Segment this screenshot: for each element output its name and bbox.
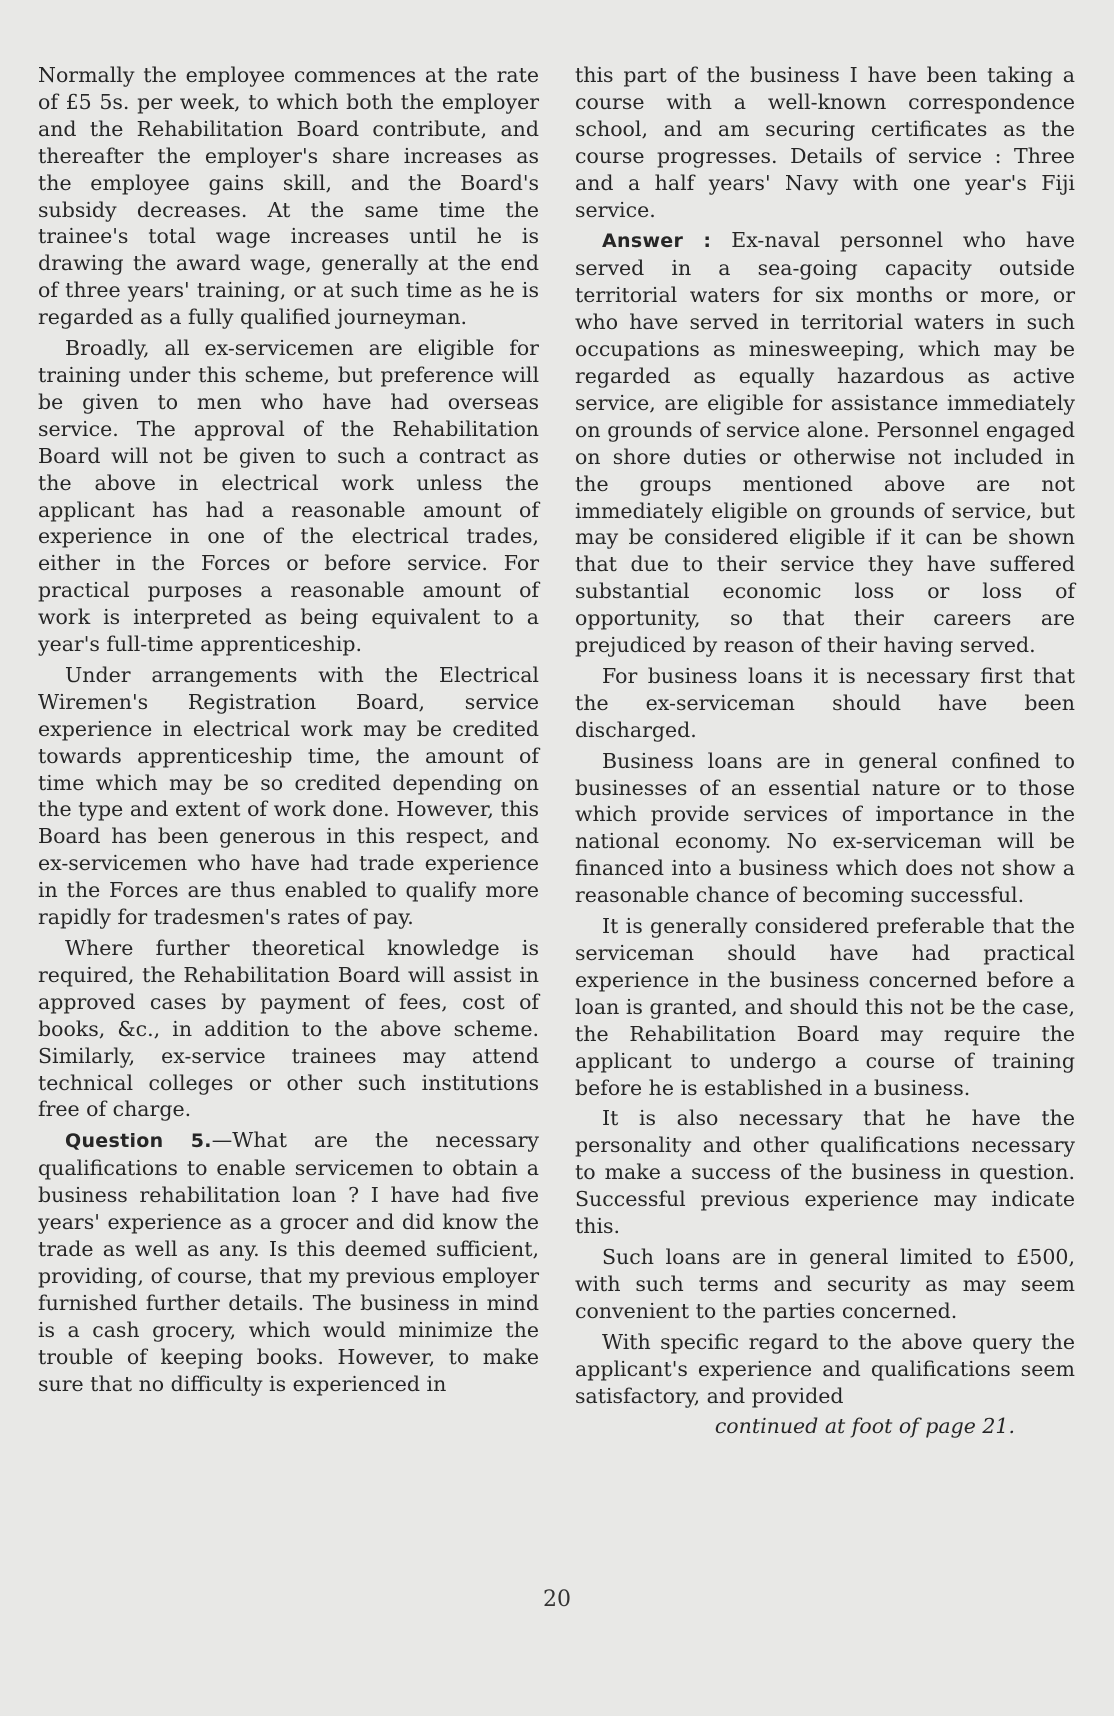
- answer-paragraph: [575, 227, 1075, 659]
- question-paragraph: [38, 1127, 539, 1397]
- right-column: [575, 62, 1075, 1444]
- paragraph: It is also necessary that he have the personality and other qualifications necessary to make a success of the business in question. Successful previous experience may indicate this.: [575, 1106, 1075, 1239]
- paragraph: Such loans are in general limited to £500, with such terms and security as may seem convenient to the parties concerned.: [575, 1244, 1075, 1323]
- paragraph: It is generally considered preferable that the serviceman should have had practical experience in the business concerned before a loan is granted, and should this not be the case, the Rehabilitation Board may require the applicant to undergo a course of training before he is established in a business.: [575, 914, 1075, 1100]
- paragraph: Where further theoretical knowledge is required, the Rehabilitation Board will assist in approved cases by payment of fees, cost of books, &c., in addition to the above scheme. Similarly, ex-service trainees may attend technical colleges or other such institutions free of charge.: [38, 936, 539, 1122]
- answer-text: Ex-naval personnel who have served in a sea-going capacity outside territorial waters for six months or more, or who have served in territorial waters in such occupations as minesweeping, which may be regarded as equally hazardous as active service, are eligible for assistance immediately on grounds of service alone. Personnel engaged on shore duties or otherwise not included in the groups mentioned above are not immediately eligible on grounds of service, but may be considered eligible if it can be shown that due to their service they have suffered substantial economic loss or loss of opportunity, so that their careers are prejudiced by reason of their having served.: [575, 228, 1076, 658]
- paragraph: Normally the employee commences at the rate of £5 5s. per week, to which both the employer and the Rehabilitation Board contribute, and thereafter the employer's share increases as the employee gains skill, and the Board's subsidy decreases. At the same time the trainee's total wage increases until he is drawing the award wage, generally at the end of three years' training, or at such time as he is regarded as a fully qualified journeyman.: [38, 63, 539, 330]
- paragraph: this part of the business I have been taking a course with a well-known correspondence school, and am securing certificates as the course progresses. Details of service : Three and a half years' Navy with one year's Fiji service.: [575, 63, 1075, 222]
- paragraph: Business loans are in general confined to businesses of an essential nature or to those which provide services of importance in the national economy. No ex-serviceman will be financed into a business which does not show a reasonable chance of becoming successful.: [575, 748, 1075, 908]
- left-column: [38, 62, 539, 1401]
- paragraph: With specific regard to the above query the applicant's experience and qualifications seem satisfactory, and provided: [575, 1329, 1075, 1408]
- page-number: 20: [543, 1587, 571, 1612]
- question-label: Question 5.: [65, 1130, 212, 1153]
- paragraph: Broadly, all ex-servicemen are eligible for training under this scheme, but preference will be given to men who have had overseas service. The approval of the Rehabilitation Board will not be given to such a contract as the above in electrical work unless the applicant has had a reasonable amount of experience in one of the electrical trades, either in the Forces or before service. For practical purposes a reasonable amount of work is interpreted as being equivalent to a year's full-time apprenticeship.: [38, 336, 539, 657]
- continued-note: continued at foot of page 21.: [714, 1414, 1015, 1439]
- question-text: —What are the necessary qualifications to enable servicemen to obtain a business rehabilitation loan ? I have had five years' experience as a grocer and did know the trade as well as any. Is this deemed sufficient, providing, of course, that my previous employer furnished further details. The business in mind is a cash grocery, which would minimize the trouble of keeping books. However, to make sure that no difficulty is experienced in: [38, 1128, 539, 1396]
- answer-label: Answer :: [602, 230, 712, 253]
- paragraph: For business loans it is necessary first that the ex-serviceman should have been discharged.: [575, 663, 1075, 742]
- paragraph: Under arrangements with the Electrical Wiremen's Registration Board, service experience in electrical work may be credited towards apprenticeship time, the amount of time which may be so credited depending on the type and extent of work done. However, this Board has been generous in this respect, and ex-servicemen who have had trade experience in the Forces are thus enabled to qualify more rapidly for tradesmen's rates of pay.: [38, 662, 539, 930]
